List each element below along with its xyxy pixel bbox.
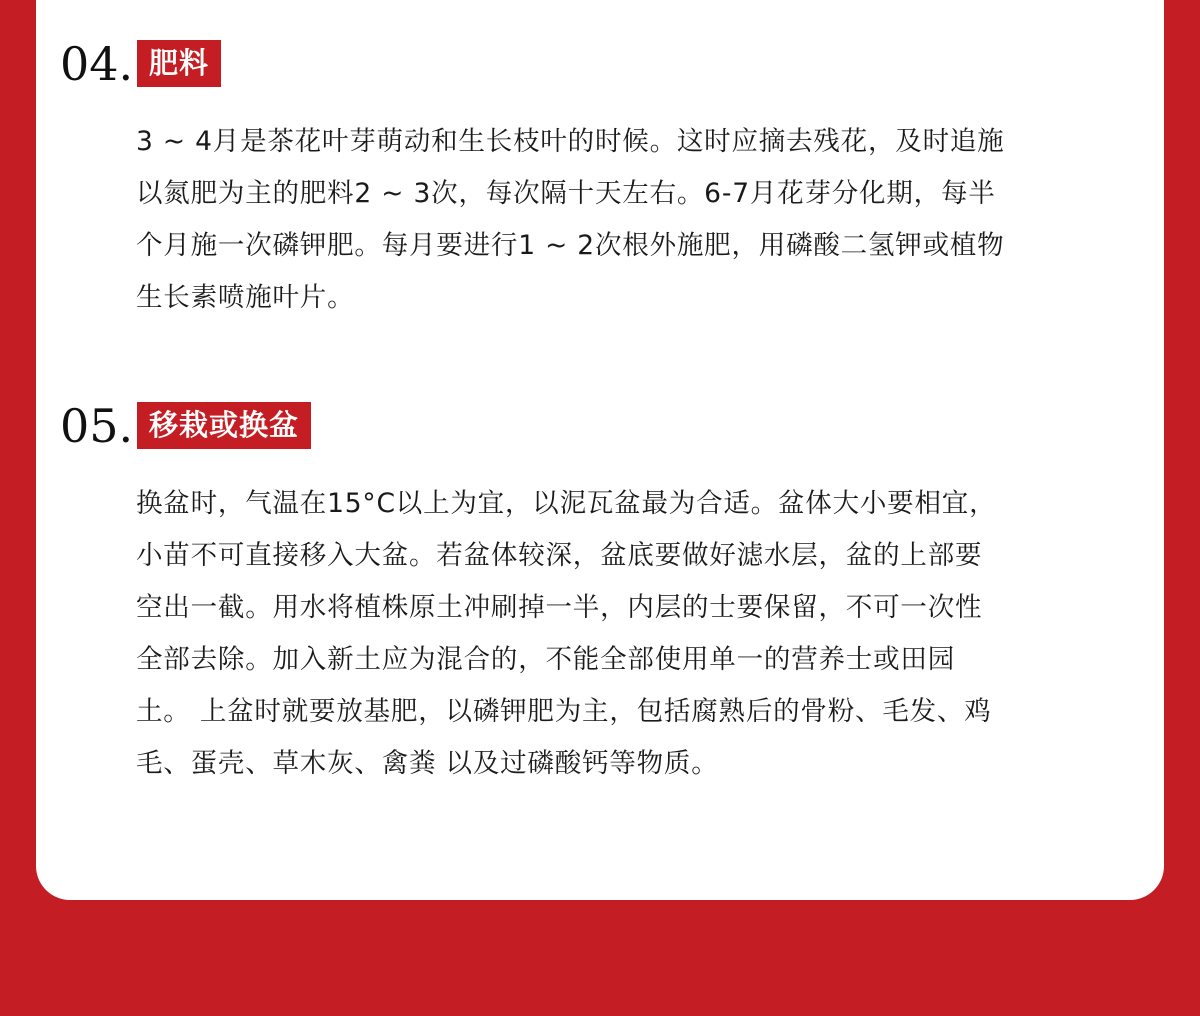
body-line: 换盆时，气温在15°C以上为宜，以泥瓦盆最为合适。盆体大小要相宜， [136, 488, 997, 519]
body-line: 生长素喷施叶片。 [136, 282, 355, 313]
section-fertilizer [36, 37, 1164, 313]
body-line: 土。 上盆时就要放基肥，以磷钾肥为主，包括腐熟后的骨粉、毛发、鸡 [136, 696, 992, 727]
section-heading [36, 37, 1164, 91]
body-line: 3 ~ 4月是茶花叶芽萌动和生长枝叶的时候。这时应摘去残花，及时追施 [136, 126, 1005, 157]
section-body [136, 116, 1111, 324]
section-title-tag: 肥料 [137, 40, 221, 87]
section-body [136, 478, 1111, 790]
body-line: 全部去除。加入新土应为混合的，不能全部使用单一的营养士或田园 [136, 644, 955, 675]
body-line: 以氮肥为主的肥料2 ~ 3次，每次隔十天左右。6-7月花芽分化期，每半 [136, 178, 996, 209]
section-heading [36, 399, 1164, 453]
section-title-tag: 移栽或换盆 [137, 402, 311, 449]
body-line: 毛、蛋壳、草木灰、禽粪 以及过磷酸钙等物质。 [136, 748, 719, 779]
section-repotting [36, 399, 1164, 779]
body-line: 个月施一次磷钾肥。每月要进行1 ~ 2次根外施肥，用磷酸二氢钾或植物 [136, 230, 1005, 261]
body-line: 小苗不可直接移入大盆。若盆体较深，盆底要做好滤水层，盆的上部要 [136, 540, 983, 571]
content-card [36, 0, 1164, 900]
section-number: 05. [60, 399, 134, 453]
body-line: 空出一截。用水将植株原土冲刷掉一半，内层的士要保留，不可一次性 [136, 592, 983, 623]
section-number: 04. [60, 37, 134, 91]
